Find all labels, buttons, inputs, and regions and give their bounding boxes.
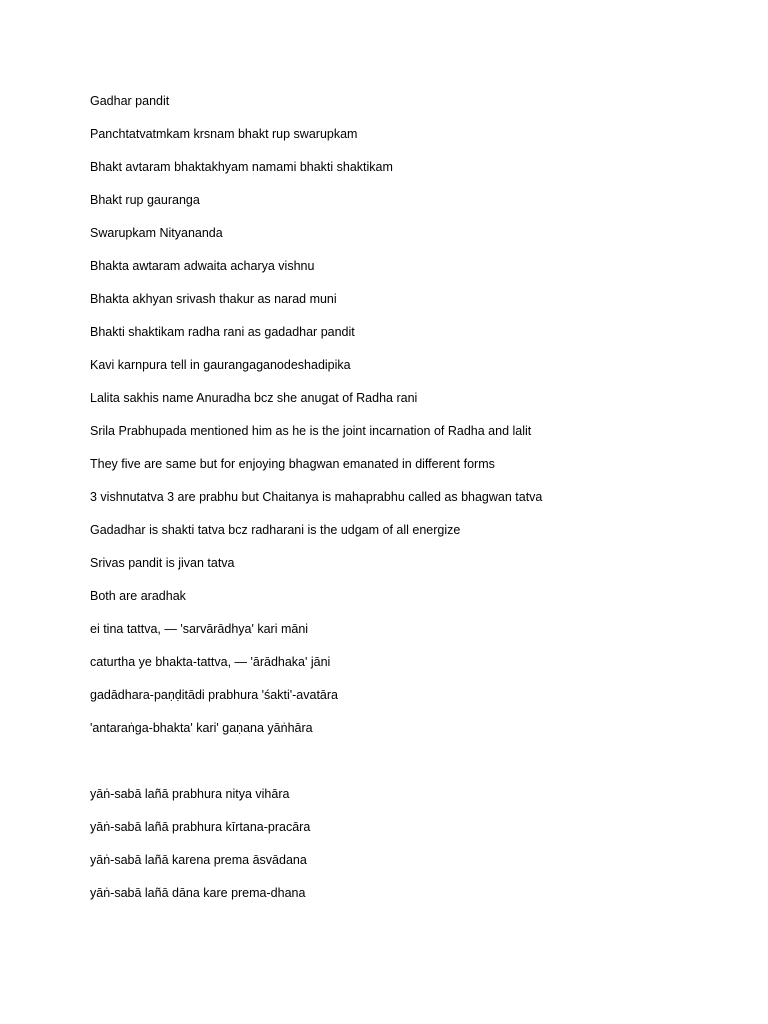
text-line: caturtha ye bhakta-tattva, — 'ārādhaka' jāni xyxy=(90,655,331,669)
document-page xyxy=(90,93,730,918)
text-line: Swarupkam Nityananda xyxy=(90,226,223,240)
text-line: Both are aradhak xyxy=(90,589,186,603)
text-line: Gadadhar is shakti tatva bcz radharani is the udgam of all energize xyxy=(90,523,461,537)
text-line: 3 vishnutatva 3 are prabhu but Chaitanya is mahaprabhu called as bhagwan tatva xyxy=(90,490,543,504)
text-line: ei tina tattva, — 'sarvārādhya' kari māni xyxy=(90,622,309,636)
text-line: They five are same but for enjoying bhagwan emanated in different forms xyxy=(90,457,495,471)
text-line: Panchtatvatmkam krsnam bhakt rup swarupkam xyxy=(90,127,358,141)
blank-line xyxy=(90,753,730,786)
text-line: yāṅ-sabā lañā prabhura nitya vihāra xyxy=(90,787,290,801)
text-line: Bhakta awtaram adwaita acharya vishnu xyxy=(90,259,315,273)
text-line: Kavi karnpura tell in gaurangaganodeshadipika xyxy=(90,358,351,372)
text-line: yāṅ-sabā lañā dāna kare prema-dhana xyxy=(90,886,306,900)
text-line: Lalita sakhis name Anuradha bcz she anugat of Radha rani xyxy=(90,391,418,405)
text-line: yāṅ-sabā lañā karena prema āsvādana xyxy=(90,853,307,867)
text-line: Bhakta akhyan srivash thakur as narad muni xyxy=(90,292,337,306)
text-line: 'antaraṅga-bhakta' kari' gaṇana yāṅhāra xyxy=(90,721,313,735)
text-line: yāṅ-sabā lañā prabhura kīrtana-pracāra xyxy=(90,820,311,834)
text-line: gadādhara-paṇḍitādi prabhura 'śakti'-avatāra xyxy=(90,688,338,702)
text-line: Bhakti shaktikam radha rani as gadadhar pandit xyxy=(90,325,355,339)
text-line: Srivas pandit is jivan tatva xyxy=(90,556,235,570)
text-line: Bhakt avtaram bhaktakhyam namami bhakti shaktikam xyxy=(90,160,393,174)
text-line: Gadhar pandit xyxy=(90,94,170,108)
text-line: Srila Prabhupada mentioned him as he is the joint incarnation of Radha and lalit xyxy=(90,424,532,438)
text-line: Bhakt rup gauranga xyxy=(90,193,200,207)
